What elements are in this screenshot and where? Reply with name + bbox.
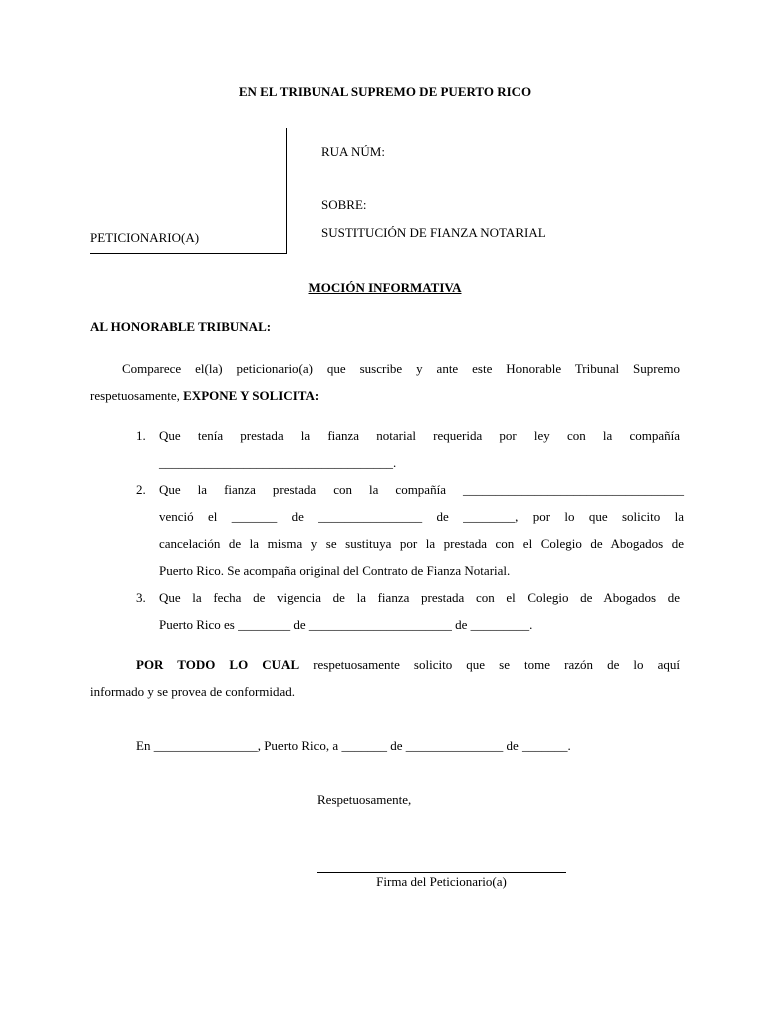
- item-2-line-3: cancelación de la misma y se sustituya por la prestada con el Colegio de Abogados de: [159, 536, 684, 551]
- valediction: Respetuosamente,: [317, 792, 412, 807]
- item-number: 2.: [136, 482, 146, 497]
- item-1-line-2: ____________________________________.: [159, 455, 397, 470]
- item-2-line-4: Puerto Rico. Se acompaña original del Contrato de Fianza Notarial.: [159, 563, 511, 578]
- closing-line-1: [136, 657, 680, 673]
- intro-line-2: [90, 388, 319, 404]
- document-title: MOCIÓN INFORMATIVA: [308, 280, 462, 295]
- closing-line-2: informado y se provea de conformidad.: [90, 684, 296, 699]
- item-3-line-1: Que la fecha de vigencia de la fianza prestada con el Colegio de Abogados de: [159, 590, 680, 605]
- place-date-line: En ________________, Puerto Rico, a _______ de _______________ de _______.: [136, 738, 571, 753]
- item-2-line-1: Que la fianza prestada con la compañía __________________________________: [159, 482, 684, 497]
- signature-line: [317, 872, 566, 873]
- item-1-line-1: Que tenía prestada la fianza notarial requerida por ley con la compañía: [159, 428, 680, 443]
- salutation: AL HONORABLE TRIBUNAL:: [90, 319, 272, 334]
- rua-label: RUA NÚM:: [321, 144, 385, 159]
- party-label: PETICIONARIO(A): [90, 230, 200, 245]
- closing-bold: POR TODO LO CUAL: [136, 657, 300, 672]
- closing-rest: respetuosamente solicito que se tome razón de lo aquí: [299, 657, 680, 672]
- intro-line-2-text: respetuosamente,: [90, 388, 184, 403]
- subject-text: SUSTITUCIÓN DE FIANZA NOTARIAL: [321, 225, 546, 240]
- sobre-label: SOBRE:: [321, 197, 367, 212]
- court-heading: EN EL TRIBUNAL SUPREMO DE PUERTO RICO: [238, 84, 532, 99]
- item-3-line-2: Puerto Rico es ________ de ______________________ de _________.: [159, 617, 533, 632]
- intro-line-1: Comparece el(la) peticionario(a) que suscribe y ante este Honorable Tribunal Supremo: [122, 361, 680, 376]
- intro-line-2-bold: EXPONE Y SOLICITA:: [183, 388, 320, 403]
- caption-vertical-divider: [286, 128, 287, 254]
- item-2-line-2: venció el _______ de ________________ de ________, por lo que solicito la: [159, 509, 684, 524]
- signature-label: Firma del Peticionario(a): [376, 874, 507, 889]
- item-number: 3.: [136, 590, 146, 605]
- item-number: 1.: [136, 428, 146, 443]
- party-underline: [90, 253, 286, 254]
